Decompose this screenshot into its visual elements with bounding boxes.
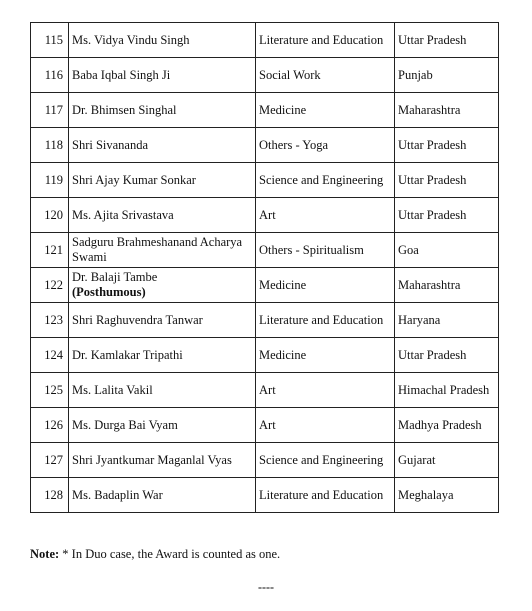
awards-table-body [31, 23, 499, 513]
serial-number-cell: 126 [31, 408, 69, 443]
table-row [31, 303, 499, 338]
table-row [31, 443, 499, 478]
awardee-name-cell: Shri Raghuvendra Tanwar [69, 303, 256, 338]
serial-number-cell: 124 [31, 338, 69, 373]
serial-number-cell: 125 [31, 373, 69, 408]
state-cell: Punjab [395, 58, 499, 93]
table-row [31, 163, 499, 198]
awardee-name-cell: Dr. Bhimsen Singhal [69, 93, 256, 128]
serial-number-cell: 121 [31, 233, 69, 268]
state-cell: Uttar Pradesh [395, 128, 499, 163]
state-cell: Maharashtra [395, 268, 499, 303]
awardee-name-cell [69, 268, 256, 303]
serial-number-cell: 118 [31, 128, 69, 163]
awardee-name-cell: Shri Jyantkumar Maganlal Vyas [69, 443, 256, 478]
state-cell: Maharashtra [395, 93, 499, 128]
field-cell: Science and Engineering [256, 443, 395, 478]
awardee-name: Dr. Balaji Tambe [72, 270, 158, 284]
field-cell: Literature and Education [256, 303, 395, 338]
table-row [31, 233, 499, 268]
awardee-name-cell: Shri Sivananda [69, 128, 256, 163]
state-cell: Gujarat [395, 443, 499, 478]
note-text: * In Duo case, the Award is counted as one. [62, 547, 281, 561]
state-cell: Uttar Pradesh [395, 198, 499, 233]
awardee-name-cell: Ms. Lalita Vakil [69, 373, 256, 408]
serial-number-cell: 128 [31, 478, 69, 513]
note-label: Note: [30, 547, 60, 561]
field-cell: Science and Engineering [256, 163, 395, 198]
table-row [31, 23, 499, 58]
field-cell: Literature and Education [256, 23, 395, 58]
table-row [31, 478, 499, 513]
field-cell: Art [256, 198, 395, 233]
awardee-name-cell: Ms. Vidya Vindu Singh [69, 23, 256, 58]
state-cell: Uttar Pradesh [395, 163, 499, 198]
state-cell: Haryana [395, 303, 499, 338]
state-cell: Madhya Pradesh [395, 408, 499, 443]
table-row [31, 408, 499, 443]
serial-number-cell: 117 [31, 93, 69, 128]
field-cell: Medicine [256, 93, 395, 128]
field-cell: Others - Spiritualism [256, 233, 395, 268]
awardee-name-cell: Dr. Kamlakar Tripathi [69, 338, 256, 373]
serial-number-cell: 123 [31, 303, 69, 338]
awards-table [30, 22, 499, 513]
end-of-document-mark: ---- [258, 580, 274, 594]
table-row [31, 128, 499, 163]
field-cell: Others - Yoga [256, 128, 395, 163]
state-cell: Uttar Pradesh [395, 338, 499, 373]
posthumous-label: (Posthumous) [72, 285, 146, 299]
table-row [31, 198, 499, 233]
table-row [31, 338, 499, 373]
footnote [30, 547, 280, 562]
field-cell: Medicine [256, 338, 395, 373]
awardee-name-cell: Ms. Durga Bai Vyam [69, 408, 256, 443]
table-row [31, 58, 499, 93]
serial-number-cell: 119 [31, 163, 69, 198]
awardee-name-cell: Ms. Badaplin War [69, 478, 256, 513]
state-cell: Uttar Pradesh [395, 23, 499, 58]
field-cell: Art [256, 373, 395, 408]
awardee-name-cell: Baba Iqbal Singh Ji [69, 58, 256, 93]
field-cell: Social Work [256, 58, 395, 93]
awardee-name-cell: Ms. Ajita Srivastava [69, 198, 256, 233]
serial-number-cell: 120 [31, 198, 69, 233]
state-cell: Meghalaya [395, 478, 499, 513]
field-cell: Medicine [256, 268, 395, 303]
awardee-name-cell: Sadguru Brahmeshanand Acharya Swami [69, 233, 256, 268]
serial-number-cell: 127 [31, 443, 69, 478]
field-cell: Art [256, 408, 395, 443]
table-row [31, 93, 499, 128]
state-cell: Goa [395, 233, 499, 268]
serial-number-cell: 115 [31, 23, 69, 58]
field-cell: Literature and Education [256, 478, 395, 513]
serial-number-cell: 122 [31, 268, 69, 303]
table-row [31, 373, 499, 408]
serial-number-cell: 116 [31, 58, 69, 93]
state-cell: Himachal Pradesh [395, 373, 499, 408]
awardee-name-cell: Shri Ajay Kumar Sonkar [69, 163, 256, 198]
table-row [31, 268, 499, 303]
